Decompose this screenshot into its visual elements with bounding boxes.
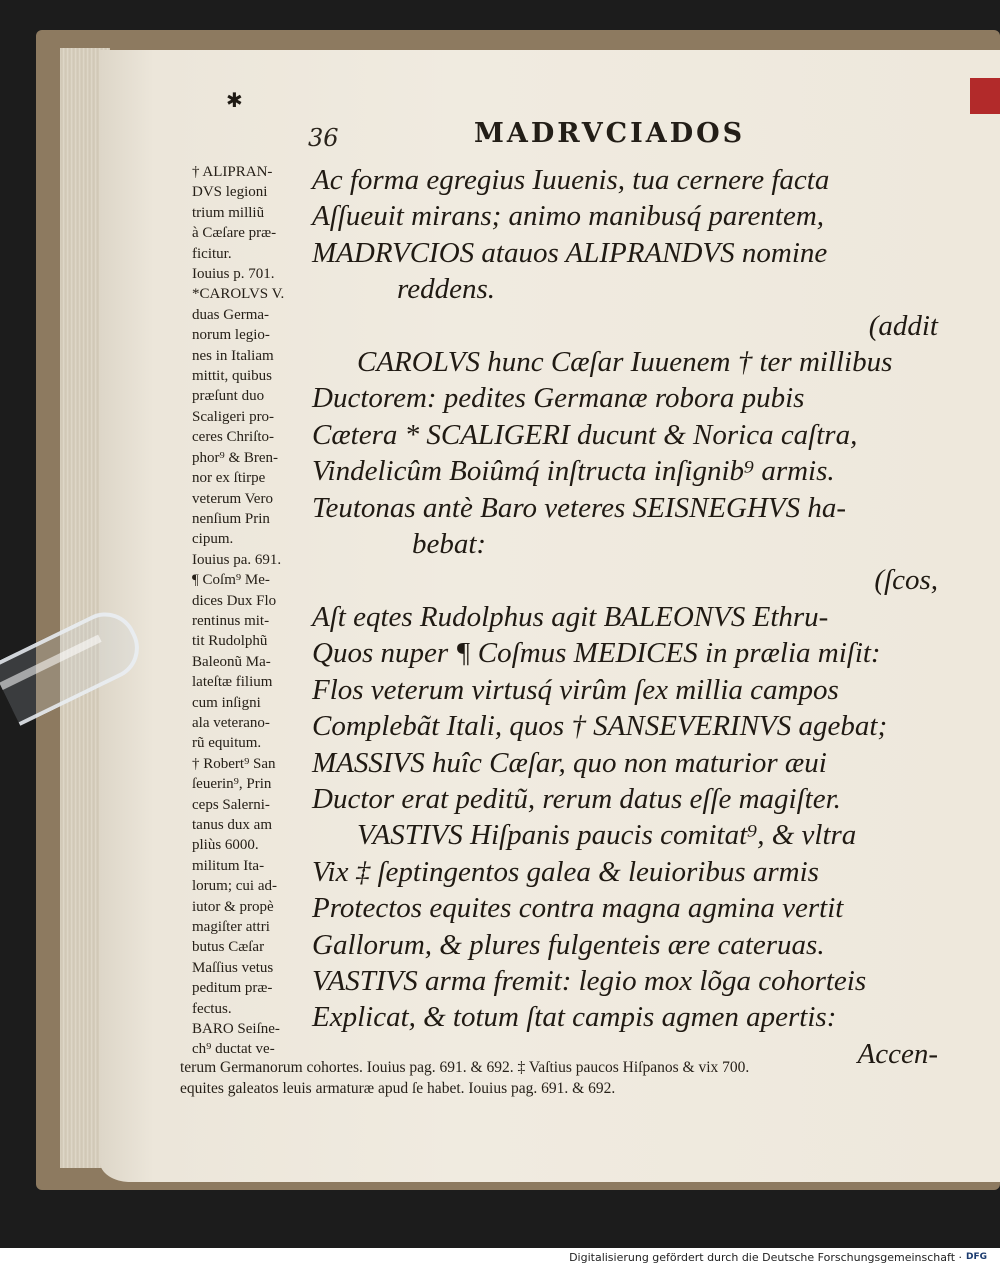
verse-line: Gallorum, & plures fulgenteis ære cateruas. [312,928,825,961]
footnote-line: terum Germanorum cohortes. Iouius pag. 691. & 692. ‡ Vaſtius paucos Hiſpanos & vix 700. [180,1059,750,1076]
margin-note-line: trium milliũ [192,204,265,221]
margin-note-line: Baleonũ Ma- [192,653,271,670]
verse-line: Ac forma egregius Iuuenis, tua cernere facta [312,164,830,196]
verse-text [312,162,942,1072]
margin-note-line: præſunt duo [192,388,265,405]
margin-note-line: ala veterano- [192,714,270,731]
verse-line: VASTIVS arma fremit: legio mox lõga cohorteis [312,964,867,997]
verse-line: Accen- [857,1037,938,1070]
margin-note-line: DVS legioni [192,184,268,201]
margin-note-line: ¶ Coſm⁹ Me- [192,572,270,589]
verse-line: Ductor erat peditũ, rerum datus eſſe magiſter. [312,782,841,815]
margin-note-line: phor⁹ & Bren- [192,449,279,466]
verse-line: Cætera * SCALIGERI ducunt & Norica caſtra, [312,418,858,451]
margin-note-line: mittit, quibus [192,368,273,385]
margin-note-line: norum legio- [192,327,270,344]
margin-note-line: magiſter attri [192,919,270,936]
bookmark-ribbon [970,78,1000,114]
margin-note-line: rũ equitum. [192,735,262,752]
margin-note-line: † Robert⁹ San [192,755,276,772]
margin-note-line: † ALIPRAN- [192,164,273,180]
margin-note-line: butus Cæſar [192,939,265,956]
verse-line: Aſſueuit mirans; animo manibusq́ parentem, [312,200,825,233]
margin-note-line: ſeuerin⁹, Prin [192,776,272,793]
page-number: 36 [308,124,339,152]
verse-line: (ſcos, [874,564,938,597]
margin-note-line: cipum. [192,531,234,548]
margin-note-line: nenſium Prin [192,510,270,527]
verse-line: Ductorem: pedites Germanæ robora pubis [312,382,805,415]
verse-line: Aſt eqtes Rudolphus agit BALEONVS Ethru- [312,600,829,633]
margin-note-line: à Cæſare præ- [192,225,277,242]
verse-line: Vix ‡ ſeptingentos galea & leuioribus armis [312,855,819,888]
margin-note-line: Scaligeri pro- [192,408,275,425]
margin-note-line: militum Ita- [192,857,265,874]
margin-note-line: peditum præ- [192,980,273,997]
footer-credit: Digitalisierung gefördert durch die Deutsche Forschungsgemeinschaft · [569,1251,962,1264]
margin-note-line: veterum Vero [192,490,273,507]
margin-note-line: lorum; cui ad- [192,878,277,895]
margin-note-line: BARO Seiſne- [192,1021,280,1038]
verse-line: CAROLVS hunc Cæſar Iuuenem † ter millibus [357,346,893,379]
margin-note-line: Maſſius vetus [192,959,274,976]
margin-note-line: rentinus mit- [192,612,270,629]
running-head: MADRVCIADOS [474,118,746,149]
margin-note-line: ceps Salerni- [192,796,270,813]
verse-line: MADRVCIOS atauos ALIPRANDVS nomine [312,236,828,269]
ornament-icon: ✱ [226,88,243,112]
margin-note-line: pliùs 6000. [192,837,259,854]
margin-note-line: duas Germa- [192,306,270,323]
margin-note-line: ceres Chriſto- [192,429,275,446]
verse-line: Quos nuper ¶ Coſmus MEDICES in prælia miſit: [312,637,881,670]
verse-line: VASTIVS Hiſpanis paucis comitat⁹, & vltra [357,819,857,852]
verse-line: bebat: [412,528,487,561]
verse-line: (addit [868,309,938,342]
verse-line: MASSIVS huîc Cæſar, quo non maturior æui [312,746,827,779]
verse-line: Flos veterum virtusq́ virûm ſex millia campos [312,673,839,706]
margin-notes [192,162,310,1060]
margin-note-line: ch⁹ ductat ve- [192,1041,275,1058]
margin-note-line: Iouius pa. 691. [192,551,282,568]
margin-note-line: tit Rudolphũ [192,633,268,650]
margin-note-line: dices Dux Flo [192,592,277,609]
dfg-logo: DFG [966,1252,988,1262]
margin-note-line: *CAROLVS V. [192,286,285,303]
verse-line: Vindelicûm Boiûmq́ inſtructa inſignib⁹ armis. [312,455,835,488]
margin-note-line: ficitur. [192,245,232,262]
margin-note-line: lateſtæ filium [192,674,273,691]
margin-note-line: nor ex ſtirpe [192,470,266,487]
verse-line: reddens. [397,273,495,306]
footnote-line: equites galeatos leuis armaturæ apud ſe habet. Iouius pag. 691. & 692. [180,1080,616,1097]
margin-note-line: iutor & propè [192,898,274,915]
footnotes [180,1057,940,1099]
margin-note-line: tanus dux am [192,817,272,833]
margin-note-line: cum inſigni [192,694,261,711]
verse-line: Teutonas antè Baro veteres SEISNEGHVS ha- [312,491,847,524]
margin-note-line: nes in Italiam [192,347,274,364]
margin-note-line: Iouius p. 701. [192,266,275,283]
verse-line: Protectos equites contra magna agmina vertit [312,892,844,925]
margin-note-line: fectus. [192,1000,232,1017]
verse-line: Explicat, & totum ſtat campis agmen apertis: [312,1001,837,1034]
verse-line: Complebãt Itali, quos † SANSEVERINVS agebat; [312,710,888,743]
